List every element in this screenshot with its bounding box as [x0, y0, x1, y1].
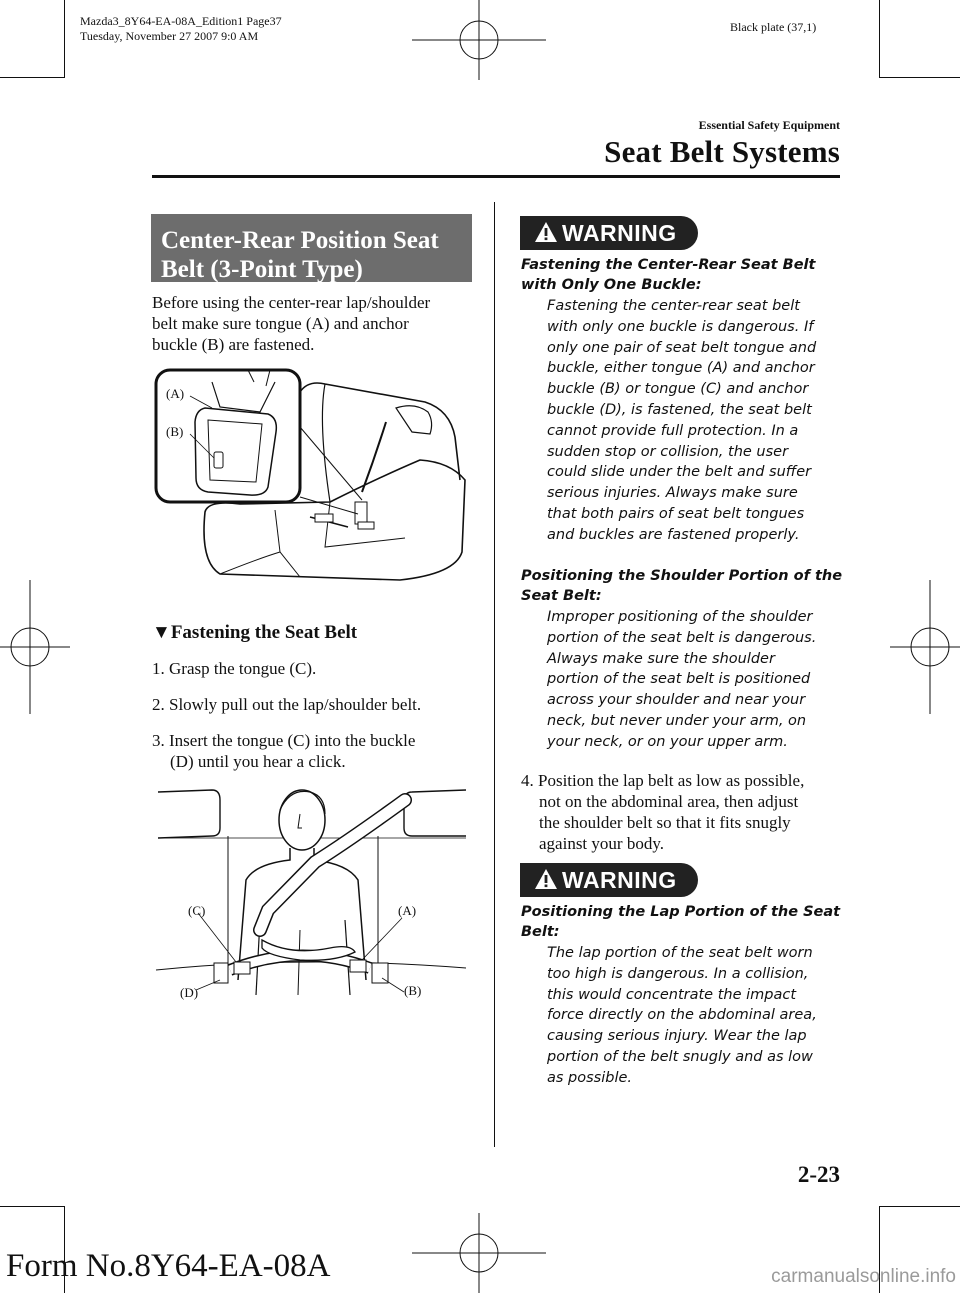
intro-line: buckle (B) are fastened. — [152, 335, 315, 354]
warning-badge — [520, 863, 698, 897]
warning-line: portion of the seat belt is positioned — [547, 671, 811, 688]
section-title: Seat Belt Systems — [604, 134, 840, 169]
warning-line: neck, but never under your arm, on — [547, 712, 807, 729]
section-heading-line2: Belt (3-Point Type) — [161, 256, 363, 283]
intro-line: Before using the center-rear lap/shoulder — [152, 293, 431, 312]
warning-line: buckle, either tongue (A) and anchor — [547, 360, 815, 377]
warning-line: portion of the seat belt is dangerous. — [547, 629, 817, 646]
warning-line: too high is dangerous. In a collision, — [547, 965, 809, 982]
rear-seat-illustration — [150, 362, 475, 592]
warning-3-body — [521, 943, 851, 1089]
section-heading-line1: Center-Rear Position Seat — [161, 227, 439, 254]
warning-triangle-icon — [534, 868, 558, 890]
warning-line: buckle (B) or tongue (C) and anchor — [547, 381, 809, 398]
warning-2-heading — [521, 566, 851, 606]
warning-line: with only one buckle is dangerous. If — [547, 318, 814, 335]
warning-2-body — [521, 607, 851, 753]
warning-line: force directly on the abdominal area, — [547, 1007, 817, 1024]
warning-heading-line: Positioning the Shoulder Portion of the — [521, 568, 843, 584]
warning-line: The lap portion of the seat belt worn — [547, 945, 813, 961]
warning-line: Improper positioning of the shoulder — [547, 609, 813, 625]
warning-line: Fastening the center-rear seat belt — [547, 298, 800, 314]
warning-line: portion of the belt snugly and as low — [547, 1048, 813, 1065]
step-3-line: (D) until you hear a click. — [170, 752, 346, 771]
print-date-line: Tuesday, November 27 2007 9:0 AM — [80, 29, 259, 43]
warning-1-heading — [521, 255, 851, 295]
registration-mark-right — [890, 580, 960, 714]
section-category: Essential Safety Equipment — [698, 118, 840, 132]
warning-line: only one pair of seat belt tongue and — [547, 339, 817, 356]
warning-1 — [521, 255, 851, 546]
column-divider — [494, 202, 495, 1147]
warning-2 — [521, 566, 851, 753]
warning-heading-line: Fastening the Center-Rear Seat Belt — [521, 257, 816, 273]
intro-line: belt make sure tongue (A) and anchor — [152, 314, 409, 333]
step-4-line: not on the abdominal area, then adjust — [539, 792, 799, 811]
figure2-label-b: (B) — [404, 983, 422, 998]
warning-1-body — [521, 296, 851, 546]
step-4-line: against your body. — [539, 834, 664, 853]
step-3 — [152, 730, 415, 772]
step-1: 1. Grasp the tongue (C). — [152, 659, 317, 678]
figure2-label-c: (C) — [188, 903, 206, 918]
warning-line: Always make sure the shoulder — [547, 650, 775, 667]
crop-mark — [879, 77, 960, 78]
figure2-label-d: (D) — [180, 985, 199, 1000]
warning-line: as possible. — [547, 1069, 633, 1086]
print-file-line: Mazda3_8Y64-EA-08A_Edition1 Page37 — [80, 14, 282, 28]
warning-line: serious injuries. Always make sure — [547, 485, 798, 502]
subheading-fastening — [152, 622, 357, 644]
crop-mark — [64, 0, 65, 78]
step-2: 2. Slowly pull out the lap/shoulder belt. — [152, 695, 422, 714]
warning-line: buckle (D), is fastened, the seat belt — [547, 401, 812, 418]
form-number: Form No.8Y64-EA-08A — [6, 1248, 331, 1284]
registration-mark-top — [412, 0, 546, 80]
page-number: 2-23 — [797, 1162, 840, 1187]
warning-heading-line: Positioning the Lap Portion of the Seat — [521, 904, 841, 920]
warning-triangle-icon — [534, 221, 558, 243]
warning-heading-line: with Only One Buckle: — [521, 277, 702, 293]
crop-mark — [0, 77, 64, 78]
warning-line: across your shoulder and near your — [547, 692, 806, 709]
step-4 — [521, 770, 861, 854]
registration-mark-left — [0, 580, 70, 714]
figure1-label-a: (A) — [166, 386, 185, 401]
warning-line: and buckles are fastened properly. — [547, 526, 800, 543]
occupant-belt-illustration — [150, 780, 475, 1005]
crop-mark — [0, 1206, 64, 1207]
header-rule — [152, 175, 840, 178]
black-plate-info: Black plate (37,1) — [730, 20, 817, 34]
step-4-line: the shoulder belt so that it fits snugly — [539, 813, 791, 832]
warning-line: cannot provide full protection. In a — [547, 422, 799, 439]
figure1-label-b: (B) — [166, 424, 184, 439]
warning-heading-line: Belt: — [521, 924, 560, 940]
warning-line: your neck, or on your upper arm. — [547, 733, 788, 750]
registration-mark-bottom — [412, 1213, 546, 1293]
step-3-line: 3. Insert the tongue (C) into the buckle — [152, 731, 416, 750]
warning-line: sudden stop or collision, the user — [547, 443, 789, 460]
warning-line: this would concentrate the impact — [547, 986, 796, 1003]
warning-heading-line: Seat Belt: — [521, 588, 602, 604]
warning-label: WARNING — [562, 220, 677, 246]
warning-3 — [521, 902, 851, 1089]
crop-mark — [879, 0, 880, 78]
print-file-info — [80, 14, 282, 44]
section-heading — [151, 214, 472, 282]
warning-line: could slide under the belt and suffer — [547, 464, 812, 481]
watermark: carmanualsonline.info — [771, 1266, 956, 1287]
figure2-label-a: (A) — [398, 903, 417, 918]
step-4-line: 4. Position the lap belt as low as possible, — [521, 771, 805, 790]
intro-paragraph — [152, 292, 482, 355]
subheading-text: Fastening the Seat Belt — [170, 622, 358, 643]
warning-line: causing serious injury. Wear the lap — [547, 1028, 807, 1045]
warning-line: that both pairs of seat belt tongues — [547, 505, 805, 522]
warning-badge — [520, 216, 698, 250]
warning-3-heading — [521, 902, 851, 942]
triangle-bullet-icon: ▼ — [152, 622, 171, 643]
crop-mark — [879, 1206, 960, 1207]
warning-label: WARNING — [562, 867, 677, 893]
